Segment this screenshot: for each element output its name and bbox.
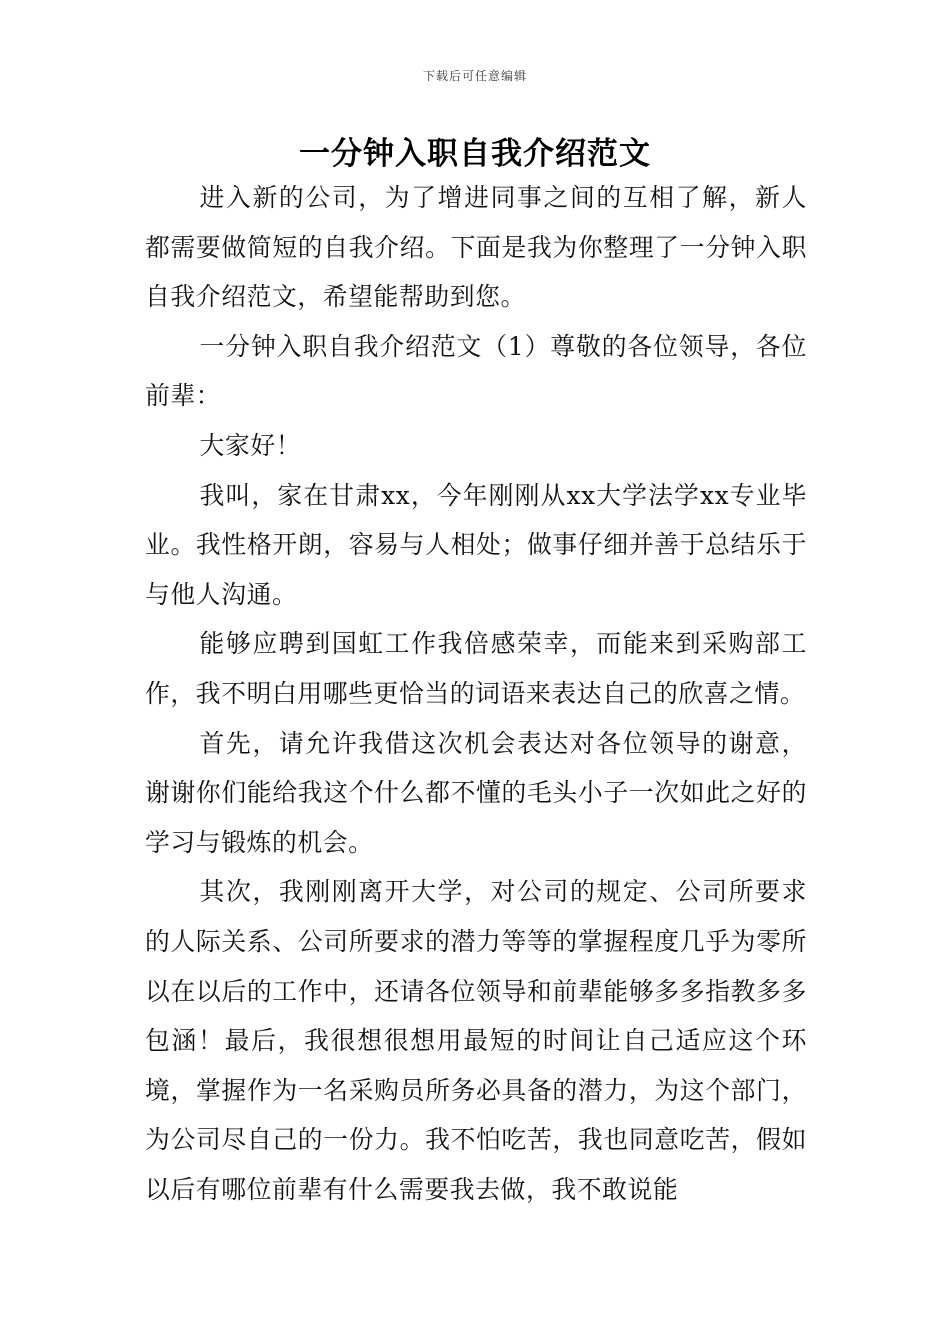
- paragraph-thanks: 首先，请允许我借这次机会表达对各位领导的谢意，谢谢你们能给我这个什么都不懂的毛头小子一次如此之好的学习与锻炼的机会。: [145, 728, 807, 857]
- paragraph-self-intro: 我叫，家在甘肃xx，今年刚刚从xx大学法学xx专业毕业。我性格开朗，容易与人相处；做事仔细并善于总结乐于与他人沟通。: [145, 480, 807, 609]
- paragraph-salutation: 一分钟入职自我介绍范文（1）尊敬的各位领导，各位前辈：: [145, 331, 807, 411]
- paragraph-greeting: 大家好！: [199, 430, 302, 460]
- paragraph-commitment: 其次，我刚刚离开大学，对公司的规定、公司所要求的人际关系、公司所要求的潜力等等的掌握程度几乎为零所以在以后的工作中，还请各位领导和前辈能够多多指教多多包涵！最后，我很想很想用最短的时间让自己适应这个环境，掌握作为一名采购员所务必具备的潜力，为这个部门，为公司尽自己的一份力。我不怕吃苦，我也同意吃苦，假如以后有哪位前辈有什么需要我去做，我不敢说能: [145, 877, 807, 1204]
- document-title: 一分钟入职自我介绍范文: [299, 136, 651, 172]
- paragraph-intro: 进入新的公司，为了增进同事之间的互相了解，新人都需要做简短的自我介绍。下面是我为你整理了一分钟入职自我介绍范文，希望能帮助到您。: [145, 183, 807, 312]
- header-note: 下载后可任意编辑: [422, 69, 527, 83]
- paragraph-gratitude-job: 能够应聘到国虹工作我倍感荣幸，而能来到采购部工作，我不明白用哪些更恰当的词语来表达自己的欣喜之情。: [145, 629, 807, 708]
- document-body: [145, 173, 807, 1214]
